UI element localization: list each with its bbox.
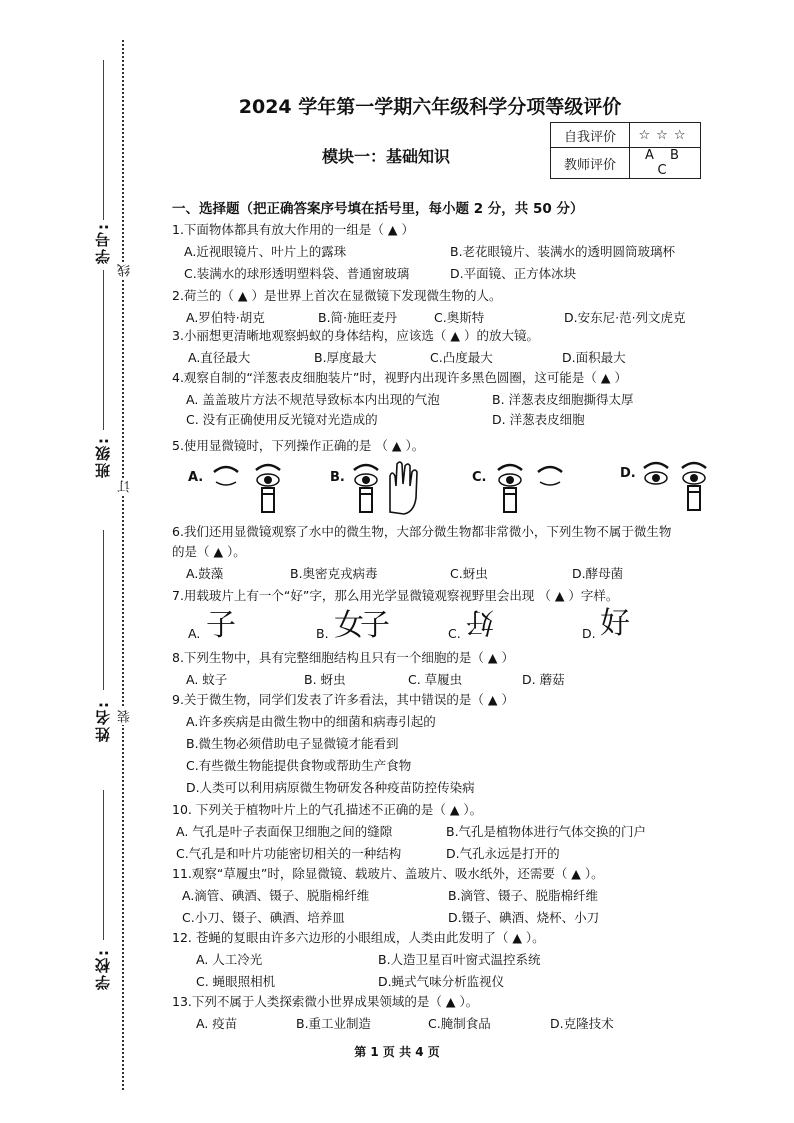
question-3-option-c[interactable]: C.凸度最大: [430, 350, 493, 365]
question-7-option-a-label[interactable]: A.: [188, 626, 201, 641]
question-3-stem: 3.小丽想更清晰地观察蚂蚁的身体结构，应该选（ ▲ ）的放大镜。: [172, 328, 539, 343]
question-7-option-c-glyph: 好: [466, 606, 495, 639]
question-13-option-a[interactable]: A. 疫苗: [196, 1016, 238, 1031]
question-2-option-d[interactable]: D.安东尼·范·列文虎克: [564, 310, 686, 325]
question-5-option-b-label[interactable]: B.: [330, 470, 345, 485]
question-8-option-d[interactable]: D. 蘑菇: [522, 672, 565, 687]
cut-word-bind: 订: [118, 480, 133, 493]
question-7-option-b-label[interactable]: B.: [316, 626, 329, 641]
question-7-option-a-glyph: 子: [206, 608, 236, 643]
question-2-option-a[interactable]: A.罗伯特·胡克: [186, 310, 265, 325]
page-title: 2024 学年第一学期六年级科学分项等级评价: [238, 96, 622, 118]
class-blank[interactable]: [103, 270, 104, 430]
self-eval-label: 自我评价: [551, 123, 630, 148]
student-no-label: 学号:: [94, 222, 112, 264]
section-title: 一、选择题（把正确答案序号填在括号里，每小题 2 分，共 50 分）: [172, 201, 584, 217]
question-6-stem: 6.我们还用显微镜观察了水中的微生物，大部分微生物都非常微小，下列生物不属于微生物: [172, 524, 672, 539]
class-label: 班级:: [94, 436, 112, 478]
question-2-option-b[interactable]: B.简·施旺麦丹: [318, 310, 398, 325]
student-no-blank[interactable]: [103, 60, 104, 220]
microscope-eyes-figure-c[interactable]: [492, 458, 572, 514]
question-2-stem: 2.荷兰的（ ▲ ）是世界上首次在显微镜下发现微生物的人。: [172, 288, 502, 303]
question-12-option-d[interactable]: D.蝇式气味分析监视仪: [378, 974, 505, 989]
question-6-option-b[interactable]: B.奥密克戎病毒: [290, 566, 378, 581]
question-10-option-b[interactable]: B.气孔是植物体进行气体交换的门户: [446, 824, 647, 839]
question-10-option-d[interactable]: D.气孔永远是打开的: [446, 846, 560, 861]
question-6-option-c[interactable]: C.蚜虫: [450, 566, 488, 581]
question-8-option-a[interactable]: A. 蚊子: [186, 672, 228, 687]
question-1-option-b[interactable]: B.老花眼镜片、装满水的透明圆筒玻璃杯: [450, 244, 676, 259]
question-10-option-a[interactable]: A. 气孔是叶子表面保卫细胞之间的缝隙: [176, 824, 393, 839]
self-eval-stars[interactable]: ☆☆☆: [630, 123, 701, 148]
question-3-option-b[interactable]: B.厚度最大: [314, 350, 377, 365]
question-9-option-a[interactable]: A.许多疾病是由微生物中的细菌和病毒引起的: [186, 714, 436, 729]
question-8-stem: 8.下列生物中，具有完整细胞结构且只有一个细胞的是（ ▲ ）: [172, 650, 514, 665]
question-1-option-d[interactable]: D.平面镜、正方体冰块: [450, 266, 577, 281]
question-1-option-c[interactable]: C.装满水的球形透明塑料袋、普通窗玻璃: [184, 266, 410, 281]
question-9-stem: 9.关于微生物，同学们发表了许多看法，其中错误的是（ ▲ ）: [172, 692, 514, 707]
name-label: 姓名:: [94, 700, 112, 742]
question-9-option-b[interactable]: B.微生物必须借助电子显微镜才能看到: [186, 736, 399, 751]
question-9-option-d[interactable]: D.人类可以利用病原微生物研发各种疫苗防控传染病: [186, 780, 475, 795]
question-1-stem: 1.下面物体都具有放大作用的一组是（ ▲ ）: [172, 222, 414, 237]
question-6-option-a[interactable]: A.鼓藻: [186, 566, 224, 581]
question-4-option-b[interactable]: B. 洋葱表皮细胞撕得太厚: [492, 392, 634, 407]
evaluation-table: [550, 122, 701, 179]
question-4-option-a[interactable]: A. 盖盖玻片方法不规范导致标本内出现的气泡: [186, 392, 440, 407]
question-11-option-c[interactable]: C.小刀、镊子、碘酒、培养皿: [182, 910, 345, 925]
question-6-option-d[interactable]: D.酵母菌: [572, 566, 624, 581]
question-13-option-b[interactable]: B.重工业制造: [296, 1016, 372, 1031]
question-7-option-d-glyph: 好: [600, 606, 630, 641]
question-7-option-c-label[interactable]: C.: [448, 626, 461, 641]
question-10-option-c[interactable]: C.气孔是和叶片功能密切相关的一种结构: [176, 846, 402, 861]
page-footer: 第 1 页 共 4 页: [354, 1045, 440, 1059]
question-4-option-c[interactable]: C. 没有正确使用反光镜对光造成的: [186, 412, 378, 427]
question-7-option-b-glyph: 女子: [334, 608, 386, 643]
school-label: 学校:: [94, 948, 112, 990]
question-3-option-d[interactable]: D.面积最大: [562, 350, 626, 365]
question-7-stem: 7.用载玻片上有一个“好”字，那么用光学显微镜观察视野里会出现 （ ▲ ）字样。: [172, 588, 619, 603]
question-13-stem: 13.下列不属于人类探索微小世界成果领域的是（ ▲ ）。: [172, 994, 479, 1009]
question-11-option-b[interactable]: B.滴管、镊子、脱脂棉纤维: [448, 888, 599, 903]
microscope-eyes-figure-a[interactable]: [206, 458, 286, 514]
question-7-option-d-label[interactable]: D.: [582, 626, 596, 641]
microscope-eyes-figure-b[interactable]: [350, 456, 430, 516]
question-11-option-d[interactable]: D.镊子、碘酒、烧杯、小刀: [448, 910, 600, 925]
question-11-option-a[interactable]: A.滴管、碘酒、镊子、脱脂棉纤维: [182, 888, 370, 903]
question-8-option-b[interactable]: B. 蚜虫: [304, 672, 346, 687]
binding-dotted-line: [122, 40, 124, 1090]
question-11-stem: 11.观察“草履虫”时，除显微镜、载玻片、盖玻片、吸水纸外，还需要（ ▲ ）。: [172, 866, 604, 881]
question-5-option-a-label[interactable]: A.: [188, 470, 204, 485]
question-13-option-d[interactable]: D.克隆技术: [550, 1016, 614, 1031]
cut-word-line: 线: [118, 264, 133, 277]
question-10-stem: 10. 下列关于植物叶片上的气孔描述不正确的是（ ▲ ）。: [172, 802, 483, 817]
microscope-eyes-figure-d[interactable]: [640, 456, 720, 514]
question-5-option-d-label[interactable]: D.: [620, 466, 636, 481]
question-5-stem: 5.使用显微镜时，下列操作正确的是 （ ▲ ）。: [172, 438, 425, 453]
name-blank[interactable]: [103, 530, 104, 690]
question-6-stem-continued: 的是（ ▲ ）。: [172, 544, 246, 559]
module-title: 模块一：基础知识: [322, 147, 451, 166]
question-4-option-d[interactable]: D. 洋葱表皮细胞: [492, 412, 585, 427]
cut-word-fold: 装: [118, 710, 133, 723]
question-12-stem: 12. 苍蝇的复眼由许多六边形的小眼组成，人类由此发明了（ ▲ ）。: [172, 930, 545, 945]
teacher-eval-label: 教师评价: [551, 148, 630, 179]
question-5-option-c-label[interactable]: C.: [472, 470, 487, 485]
question-12-option-b[interactable]: B.人造卫星百叶窗式温控系统: [378, 952, 541, 967]
question-12-option-a[interactable]: A. 人工冷光: [196, 952, 263, 967]
question-2-option-c[interactable]: C.奥斯特: [434, 310, 485, 325]
question-9-option-c[interactable]: C.有些微生物能提供食物或帮助生产食物: [186, 758, 412, 773]
question-4-stem: 4.观察自制的“洋葱表皮细胞装片”时，视野内出现许多黑色圆圈，这可能是（ ▲ ）: [172, 370, 627, 385]
question-13-option-c[interactable]: C.腌制食品: [428, 1016, 491, 1031]
question-3-option-a[interactable]: A.直径最大: [188, 350, 251, 365]
school-blank[interactable]: [103, 790, 104, 940]
question-8-option-c[interactable]: C. 草履虫: [408, 672, 463, 687]
question-1-option-a[interactable]: A.近视眼镜片、叶片上的露珠: [184, 244, 347, 259]
teacher-eval-grades[interactable]: A B C: [630, 148, 701, 179]
question-12-option-c[interactable]: C. 蝇眼照相机: [196, 974, 276, 989]
